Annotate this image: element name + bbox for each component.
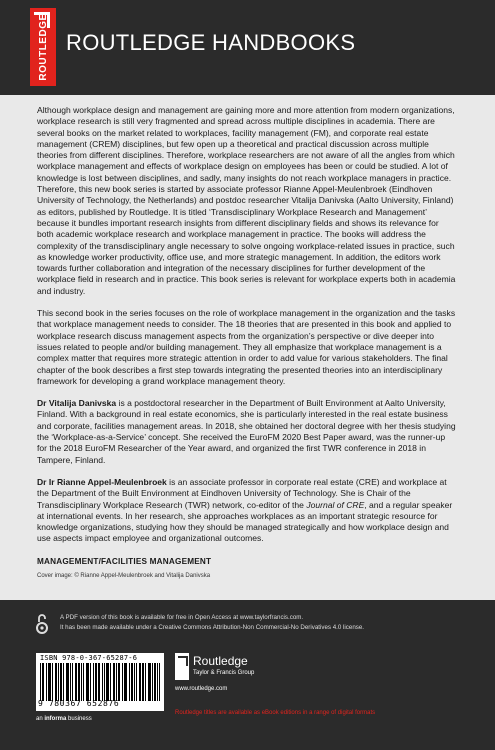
barcode-bars [40,663,160,701]
series-title-a: ROUTLEDGE [66,30,206,55]
informa-a: an [36,716,45,722]
open-access-line1: A PDF version of this book is available for free in Open Access at www.taylorfrancis.com. [60,614,304,621]
bio-appel-meulenbroek [37,477,457,545]
logo-vertical-text: ROUTLEDGE [37,13,49,81]
ebook-notice: Routledge titles are available as eBook editions in a range of digital formats [175,710,376,716]
open-access-line2: It has been made available under a Creative Commons Attribution-Non Commercial-No Derivatives 4.0 license. [60,624,365,631]
isbn-label: ISBN 978-0-367-65287-6 [40,654,138,662]
bio-appel-journal: Journal of CRE [306,499,365,510]
subject-category: MANAGEMENT/FACILITIES MANAGEMENT [37,556,212,566]
bio-danivska [37,398,457,466]
bio-danivska-text: is a postdoctoral researcher in the Department of Built Environment at Aalto University, Finland. With a background in real estate economics, she is particularly interested in the real estate business and corporate, facilities management areas. In 2018, she obtained her doctoral degree with her thesis studying the ‘Workplace-as-a-Service’ concept. She received the EuroFM 2020 Best Paper award, was the runner-up for the 2018 EuroFM Researcher of the Year award, and organized the first TWR conference in 2018 in Tampere, Finland. [37,398,456,465]
open-access-notice [60,613,480,633]
informa-c: business [66,716,92,722]
cover-header [0,0,495,95]
paragraph-series-intro: Although workplace design and management are gaining more and more attention from modern organizations, workplace research is still very fragmented and spread across multiple disciplines in academia. There are several books on the market related to workplaces, facility management (FM), and corporate real estate management (CREM) disciplines, but few open up a theoretical and practical discussion across multiple theories from different disciplines. Therefore, workplace researchers are not aware of all the angles from which workplace management and effects of workplace design on employees has been or could be studied. A lot of knowledge is lost between disciplines, and sadly, many insights do not reach workplace managers in practice. Therefore, this new book series is started by associate professor Rianne Appel-Meulenbroek (Eindhoven University of Technology, the Netherlands) and postdoc researcher Vitalija Danivska (Aalto University, Finland) as editors, published by Routledge. It is titled ‘Transdisciplinary Workplace Research and Management’ because it bundles important research insights from different disciplinary fields and shows its relevance for both academic workplace research and workplace management in practice. The books will address the complexity of the transdisciplinary angle necessary to solve ongoing workplace-related issues in practice, such as knowledge worker productivity, office use, and more strategic management. In addition, the editors work towards further collaboration and integration of the necessary disciplines for further development of the workplace field in research and in practice. This book series is relevant for workplace experts both in academia and industry. [37,105,456,296]
publisher-url: www.routledge.com [175,686,228,692]
isbn-barcode [36,653,164,711]
series-title [66,30,355,56]
series-title-b: HANDBOOKS [212,30,356,55]
cover-image-credit: Cover image: © Rianne Appel-Meulenbroek and Vitalija Danivska [37,572,211,579]
isbn-digits: 9 780367 652876 [38,699,120,708]
publisher-name: Routledge [193,654,248,668]
bio-appel-text-b: , and a regular speaker at international events. In her research, she approaches workplaces as an important strategic resource for knowledge organizations, studying how they should be managed strategically and how workplace design and use aspects impact employee and organizational outcomes. [37,499,453,544]
publisher-group: Taylor & Francis Group [193,670,255,676]
bio-appel-text-a: is an associate professor in corporate real estate (CRE) and workplace at the Department of the Built Environment at Eindhoven University of Technology. She is Chair of the Transdisciplinary Workplace Research (TWR) network, co-editor of the [37,476,447,510]
back-cover-text [37,105,457,582]
bio-danivska-name: Dr Vitalija Danivska [37,398,117,409]
informa-b: informa [44,716,67,722]
cover-footer [0,600,495,750]
informa-tagline [36,716,92,722]
routledge-logo-mark [30,8,56,86]
bio-appel-name: Dr Ir Rianne Appel-Meulenbroek [37,476,167,487]
paragraph-book-focus: This second book in the series focuses on the role of workplace management in the organization and the tasks that workplace management needs to consider. The 18 theories that are presented in this book and applied to workplace research discuss management aspects from the organization’s perspective or dive deeper into issues related to people and/or building management. They all emphasize that workplace management is a complex matter that requires more strategic attention in order to add value for various stakeholders. The final chapter of the book describes a first step towards integrating the presented theories into an interdisciplinary framework for developing a grand workplace management theory. [37,308,456,386]
routledge-small-logo [175,653,189,680]
open-access-icon [35,613,49,635]
